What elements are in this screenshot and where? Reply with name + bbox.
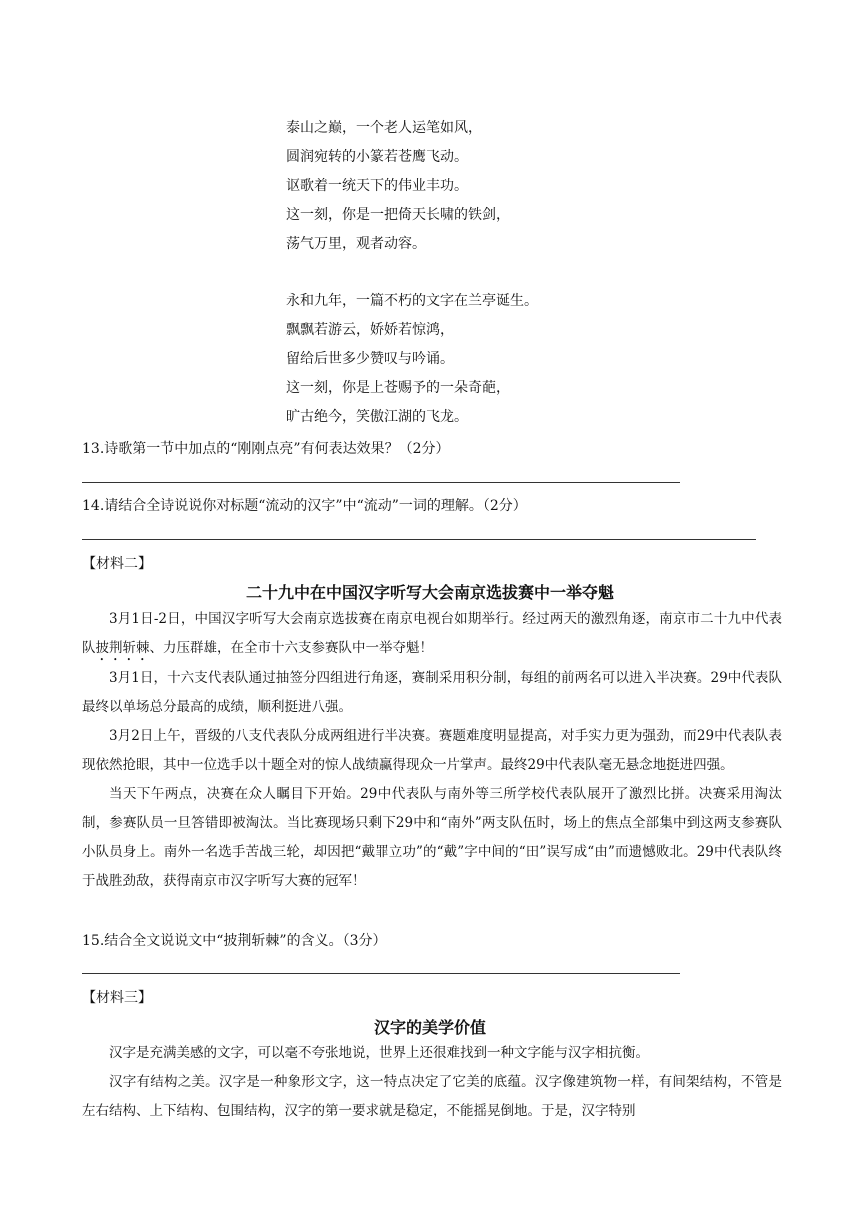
material-3-title: 汉字的美学价值 [373, 1018, 486, 1037]
material-3-article [82, 1039, 782, 1126]
answer-line-14[interactable] [82, 539, 756, 540]
poem-line: 旷古绝今，笑傲江湖的飞龙。 [286, 409, 468, 425]
question-14: 14.请结合全诗说说你对标题“流动的汉字”中“流动”一词的理解。（2分） [82, 498, 527, 514]
stanza-gap [286, 263, 538, 291]
poem-line: 泰山之巅，一个老人运笔如风， [286, 120, 482, 136]
material-2-article [82, 605, 782, 896]
paragraph: 3月2日上午，晋级的八支代表队分成两组进行半决赛。赛题难度明显提高，对手实力更为强劲，而29中代表队表现依然抢眼，其中一位选手以十题全对的惊人战绩赢得现众一片掌声。最终29中代表队毫无悬念地挺进四强。 [82, 728, 782, 773]
poem-line: 永和九年，一篇不朽的文字在兰亭诞生。 [286, 293, 538, 309]
poem-line: 飘飘若游云，娇娇若惊鸿， [286, 322, 454, 338]
paragraph: 当天下午两点，决赛在众人瞩目下开始。29中代表队与南外等三所学校代表队展开了激烈比拼。决赛采用淘汰制，参赛队员一旦答错即被淘汰。当比赛现场只剩下29中和“南外”两支队伍时，场上的焦点全部集中到这两支参赛队小队员身上。南外一名选手苦战三轮，却因把“戴罪立功”的“戴”字中间的“田”误写成“由”而遗憾败北。29中代表队终于战胜劲敌，获得南京市汉字听写大赛的冠军！ [82, 786, 782, 889]
paragraph: 3月1日，十六支代表队通过抽签分四组进行角逐，赛制采用积分制，每组的前两名可以进入半决赛。29中代表队最终以单场总分最高的成绩，顺利挺进八强。 [82, 670, 782, 715]
poem [286, 118, 538, 436]
material-2-label: 【材料二】 [82, 556, 152, 572]
poem-line: 这一刻，你是一把倚天长啸的铁剑， [286, 207, 510, 223]
paragraph: 汉字有结构之美。汉字是一种象形文字，这一特点决定了它美的底蕴。汉字像建筑物一样，有间架结构，不管是左右结构、上下结构、包围结构，汉字的第一要求就是稳定，不能摇晃倒地。于是，汉字特别 [82, 1074, 782, 1119]
question-15: 15.结合全文说说文中“披荆斩棘”的含义。（3分） [82, 933, 387, 949]
material-3-label: 【材料三】 [82, 990, 152, 1006]
poem-line: 这一刻，你是上苍赐予的一朵奇葩， [286, 380, 510, 396]
poem-line: 讴歌着一统天下的伟业丰功。 [286, 178, 468, 194]
poem-line: 圆润宛转的小篆若苍鹰飞动。 [286, 149, 468, 165]
dotted-phrase: 披荆斩棘 [95, 640, 150, 656]
material-2-title: 二十九中在中国汉字听写大会南京选拔赛中一举夺魁 [245, 583, 614, 602]
answer-line-13[interactable] [82, 482, 680, 483]
paragraph: 3月1日-2日，中国汉字听写大会南京选拔赛在南京电视台如期举行。经过两天的激烈角逐，南京市二十九中代表队披荆斩棘、力压群雄，在全市十六支参赛队中一举夺魁！ [82, 611, 782, 656]
paragraph: 汉字是充满美感的文字，可以毫不夸张地说，世界上还很难找到一种文字能与汉字相抗衡。 [109, 1045, 649, 1061]
poem-line: 荡气万里，观者动容。 [286, 236, 426, 252]
question-13: 13.诗歌第一节中加点的“刚刚点亮”有何表达效果？（2分） [82, 441, 450, 457]
answer-line-15[interactable] [82, 973, 680, 974]
poem-line: 留给后世多少赞叹与吟诵。 [286, 351, 454, 367]
